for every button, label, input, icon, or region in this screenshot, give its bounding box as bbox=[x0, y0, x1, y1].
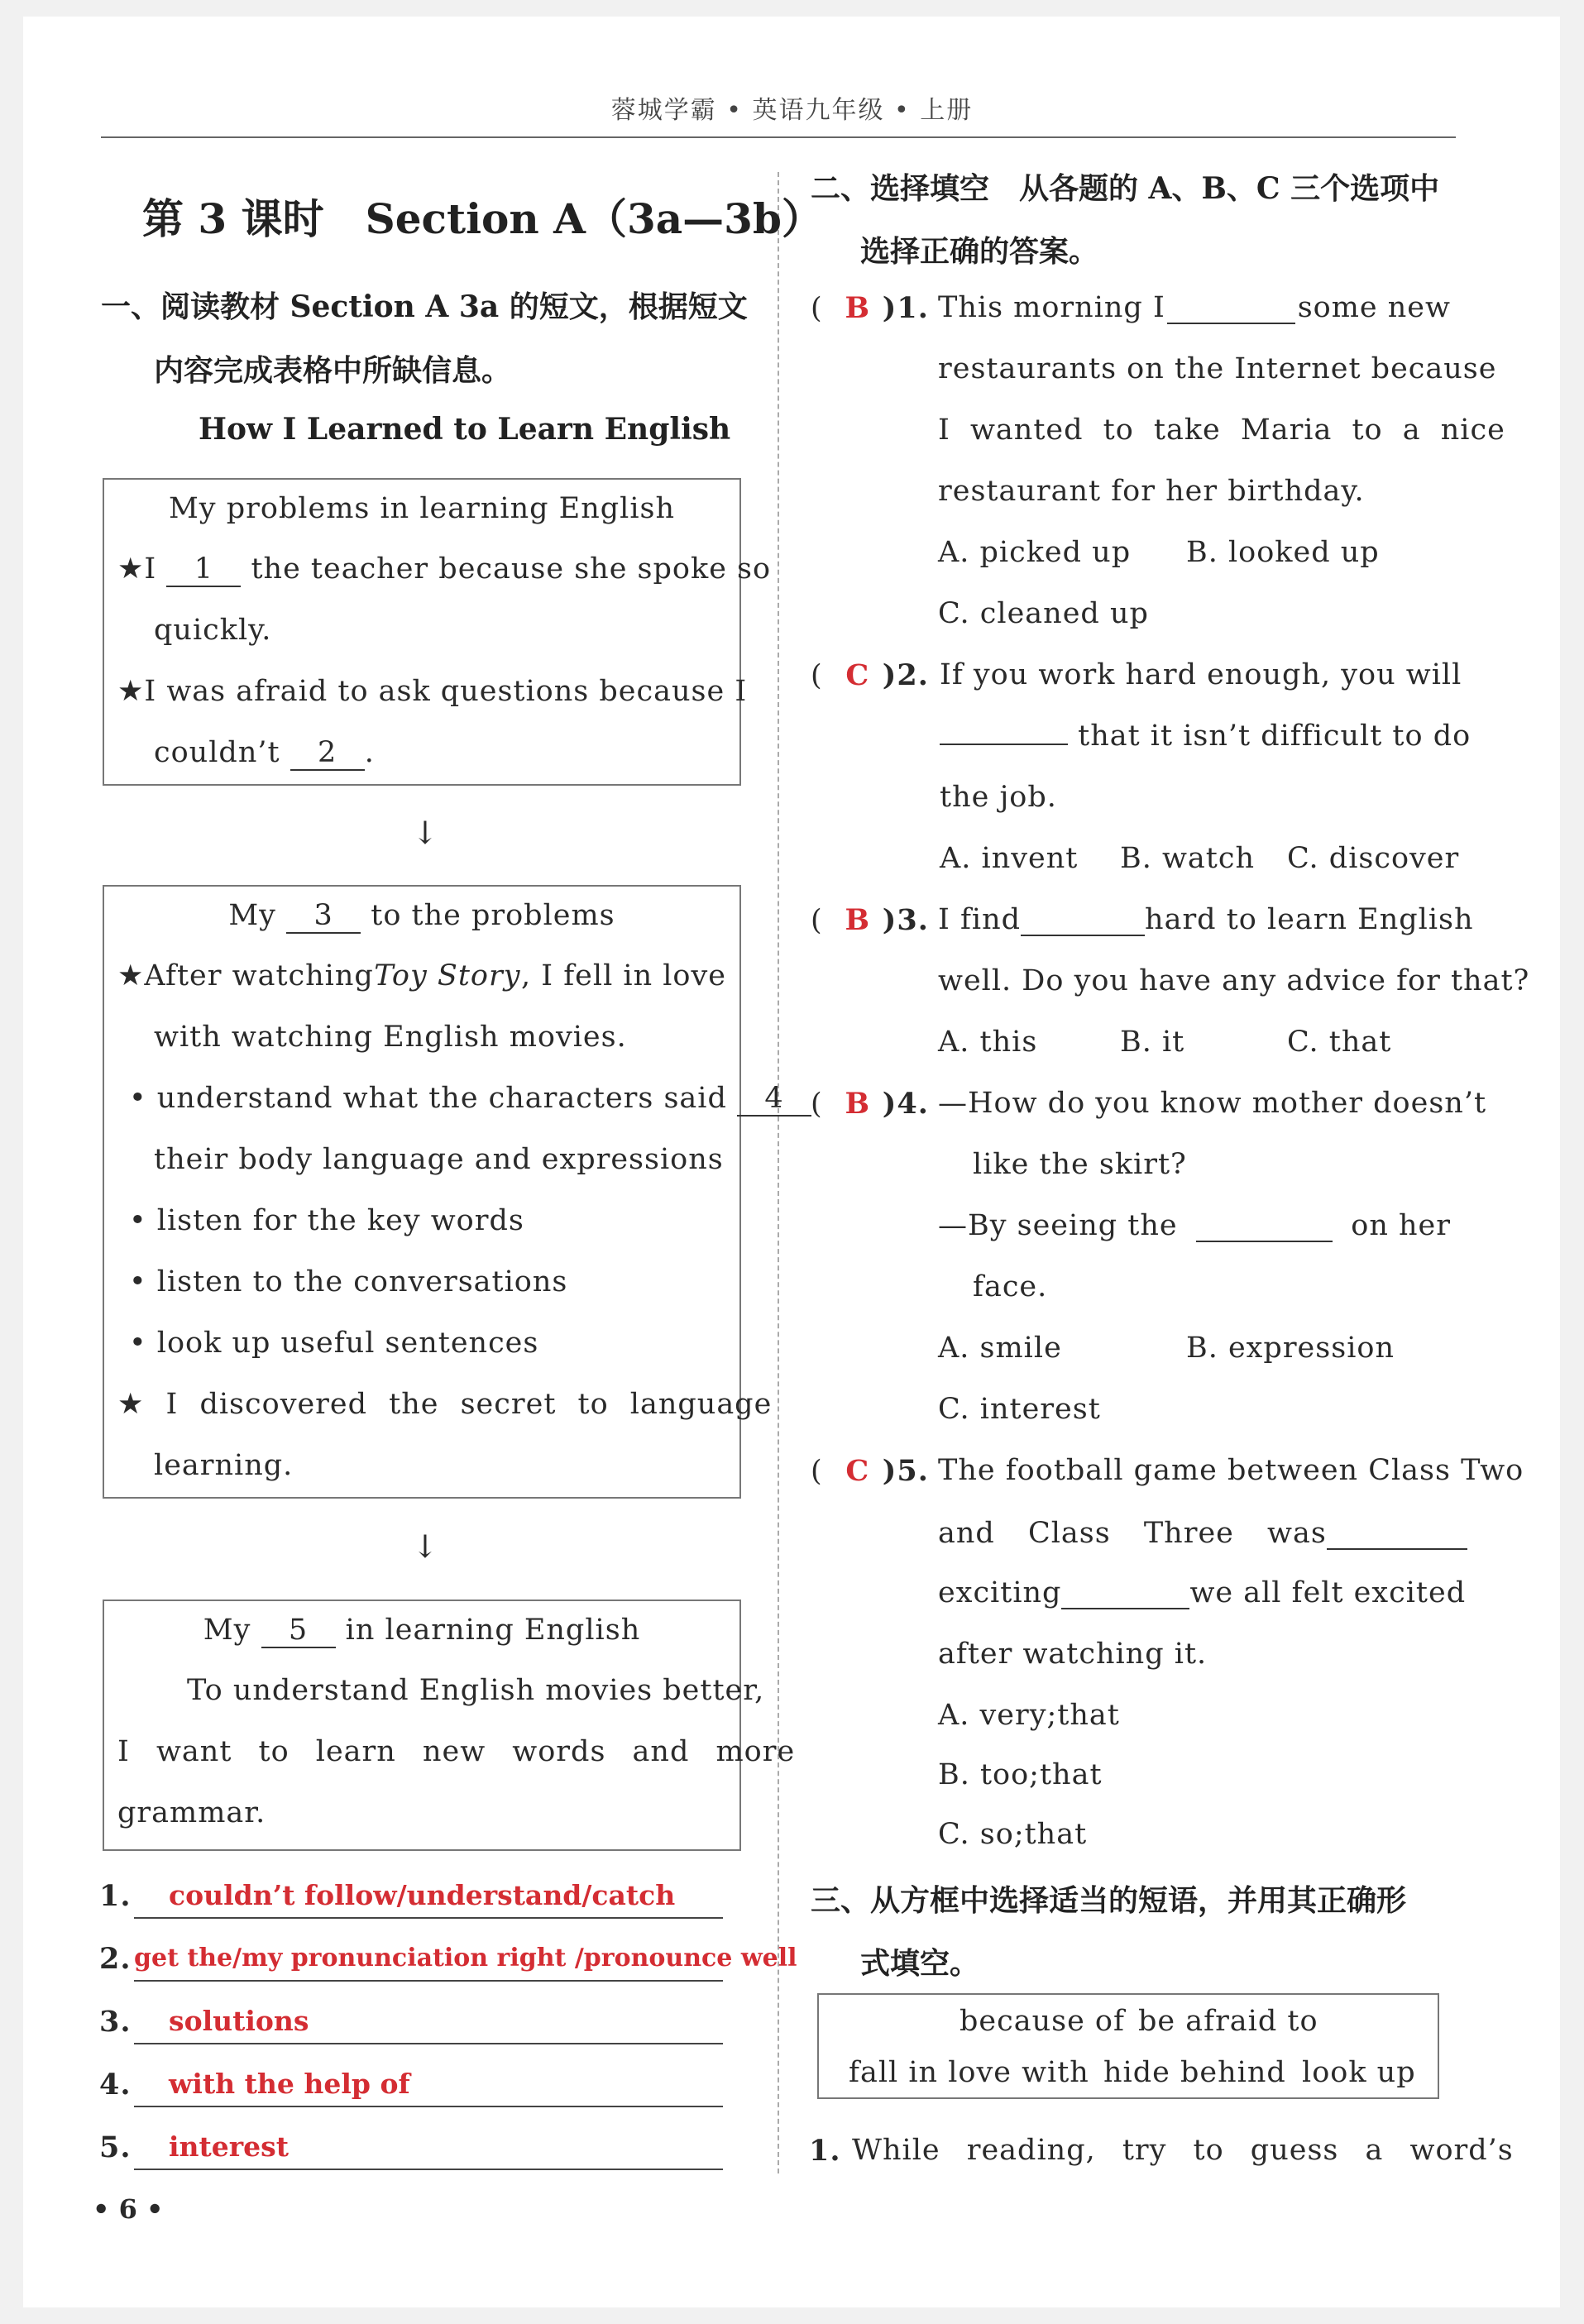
solutions-bullet2: • listen for the key words bbox=[129, 1204, 524, 1237]
solutions-bullet1: • understand what the characters said 4 bbox=[129, 1082, 811, 1117]
q4-line3: —By seeing the on her bbox=[938, 1209, 1451, 1242]
q3-blank bbox=[1021, 903, 1145, 936]
solutions-line2: with watching English movies. bbox=[154, 1021, 627, 1054]
q2-blank bbox=[940, 744, 1068, 745]
problems-line3: ★I was afraid to ask questions because I bbox=[117, 675, 748, 708]
q3-number: ( B )3. bbox=[811, 903, 929, 937]
q4-option-c[interactable]: C. interest bbox=[938, 1393, 1101, 1426]
problems-line1: ★I 1 the teacher because she spoke so bbox=[117, 552, 772, 586]
q2-line2: that it isn’t difficult to do bbox=[940, 720, 1471, 753]
q2-answer: C bbox=[845, 658, 870, 692]
blank-3: 3 bbox=[286, 899, 361, 934]
answer-5-num: 5. bbox=[99, 2130, 132, 2164]
interest-box bbox=[103, 1600, 796, 1851]
q1-number: ( B )1. bbox=[811, 291, 929, 325]
q5-blank-2 bbox=[1061, 1576, 1189, 1609]
page-number: • 6 • bbox=[93, 2193, 164, 2225]
solutions-box bbox=[103, 885, 784, 1499]
q5-line1: The football game between Class Two bbox=[938, 1454, 1524, 1487]
phrase-be-afraid-to: be afraid to bbox=[1138, 2005, 1318, 2038]
q5-option-b[interactable]: B. too;that bbox=[938, 1758, 1103, 1791]
phrase-look-up: look up bbox=[1302, 2056, 1416, 2089]
q4-option-a[interactable]: A. smile bbox=[938, 1332, 1062, 1365]
q4-answer: B bbox=[845, 1087, 871, 1121]
interest-heading: My 5 in learning English bbox=[203, 1614, 641, 1647]
q4-line2: like the skirt? bbox=[973, 1148, 1187, 1181]
header-rule bbox=[101, 136, 1456, 138]
q5-answer: C bbox=[845, 1454, 870, 1488]
part3-instruction-line1: 三、从方框中选择适当的短语，并用其正确形 bbox=[811, 1883, 1407, 1918]
blank-4: 4 bbox=[737, 1082, 811, 1117]
q5-option-c[interactable]: C. so;that bbox=[938, 1818, 1088, 1851]
q5-option-a[interactable]: A. very;that bbox=[938, 1699, 1120, 1732]
answer-3-num: 3. bbox=[99, 2005, 132, 2039]
column-divider bbox=[778, 172, 779, 2173]
answer-4-line bbox=[134, 2106, 723, 2107]
q4-line1: —How do you know mother doesn’t bbox=[938, 1087, 1487, 1120]
q1-blank bbox=[1167, 291, 1295, 324]
part1-instruction-line1: 一、阅读教材 Section A 3a 的短文，根据短文 bbox=[101, 289, 748, 324]
phrase-box bbox=[817, 1993, 1439, 2099]
answer-2: get the/my pronunciation right /pronounce well bbox=[134, 1944, 797, 1973]
answer-4-num: 4. bbox=[99, 2068, 132, 2102]
part3-instruction-line2: 式填空。 bbox=[860, 1946, 980, 1981]
q2-line3: the job. bbox=[940, 781, 1057, 814]
problems-heading: My problems in learning English bbox=[168, 492, 676, 525]
problems-box bbox=[103, 478, 772, 786]
answer-1: couldn’t follow/understand/catch bbox=[169, 1879, 676, 1911]
q2-option-c[interactable]: C. discover bbox=[1287, 842, 1460, 875]
q1-line4: restaurant for her birthday. bbox=[938, 475, 1365, 508]
solutions-bullet3: • listen to the conversations bbox=[129, 1265, 568, 1298]
q5-number: ( C )5. bbox=[811, 1454, 929, 1488]
answer-1-num: 1. bbox=[99, 1879, 132, 1913]
solutions-heading: My 3 to the problems bbox=[228, 899, 615, 932]
phrase-because-of: because of bbox=[959, 2005, 1125, 2038]
answer-2-num: 2. bbox=[99, 1942, 132, 1976]
q1-option-c[interactable]: C. cleaned up bbox=[938, 597, 1149, 630]
answer-5-line bbox=[134, 2169, 723, 2170]
arrow-down-icon: ↓ bbox=[412, 815, 438, 851]
q3-line2: well. Do you have any advice for that? bbox=[938, 964, 1530, 997]
running-header: 蓉城学霸 • 英语九年级 • 上册 bbox=[610, 96, 974, 125]
answer-3-line bbox=[134, 2043, 723, 2044]
answer-3: solutions bbox=[169, 2005, 309, 2037]
q5-line3: exciting we all felt excited bbox=[938, 1576, 1467, 1609]
answer-5: interest bbox=[169, 2130, 289, 2163]
solutions-line9: ★ I discovered the secret to language bbox=[117, 1388, 773, 1421]
q4-option-b[interactable]: B. expression bbox=[1186, 1332, 1395, 1365]
solutions-bullet1-line2: their body language and expressions bbox=[154, 1143, 724, 1176]
problems-line2: quickly. bbox=[154, 614, 272, 647]
answer-4: with the help of bbox=[169, 2068, 410, 2100]
q1-option-a[interactable]: A. picked up bbox=[938, 536, 1132, 569]
phrase-fall-in-love-with: fall in love with bbox=[849, 2056, 1089, 2089]
q1-option-b[interactable]: B. looked up bbox=[1186, 536, 1380, 569]
arrow-down-icon-2: ↓ bbox=[412, 1528, 438, 1565]
solutions-line1: ★After watching Toy Story , I fell in love bbox=[117, 959, 726, 992]
part3-q1-text: While reading, try to guess a word’s bbox=[852, 2134, 1514, 2167]
part2-instruction-line2: 选择正确的答案。 bbox=[860, 234, 1099, 269]
blank-2: 2 bbox=[290, 736, 365, 771]
q3-answer: B bbox=[845, 903, 871, 937]
answer-1-line bbox=[134, 1917, 723, 1919]
part3-q1-num: 1. bbox=[809, 2134, 841, 2168]
q5-line4: after watching it. bbox=[938, 1638, 1208, 1671]
table-title: How I Learned to Learn English bbox=[199, 412, 731, 447]
q3-option-c[interactable]: C. that bbox=[1287, 1026, 1392, 1059]
solutions-line10: learning. bbox=[154, 1449, 294, 1482]
q1-line1: This morning I some new bbox=[938, 291, 1451, 324]
q2-line1: If you work hard enough, you will bbox=[940, 658, 1462, 691]
q1-answer: B bbox=[845, 291, 871, 325]
q2-option-a[interactable]: A. invent bbox=[940, 842, 1079, 875]
q4-line4: face. bbox=[973, 1270, 1048, 1303]
q1-line3: I wanted to take Maria to a nice bbox=[938, 414, 1505, 447]
q3-option-a[interactable]: A. this bbox=[938, 1026, 1038, 1059]
lesson-title: 第 3 课时 Section A（3a—3b） bbox=[142, 194, 823, 243]
q2-option-b[interactable]: B. watch bbox=[1120, 842, 1256, 875]
problems-line4: couldn’t 2 . bbox=[154, 736, 375, 769]
q5-line2: and Class Three was bbox=[938, 1515, 1451, 1550]
phrase-hide-behind: hide behind bbox=[1103, 2056, 1286, 2089]
q3-line1: I find hard to learn English bbox=[938, 903, 1474, 936]
q3-option-b[interactable]: B. it bbox=[1120, 1026, 1185, 1059]
interest-line3: grammar. bbox=[117, 1796, 266, 1829]
blank-5: 5 bbox=[261, 1614, 336, 1648]
q4-number: ( B )4. bbox=[811, 1087, 929, 1121]
q4-blank bbox=[1196, 1209, 1333, 1242]
q5-blank-1 bbox=[1327, 1515, 1467, 1550]
part1-instruction-line2: 内容完成表格中所缺信息。 bbox=[154, 353, 512, 388]
interest-line2: I want to learn new words and more bbox=[117, 1735, 796, 1768]
interest-line1: To understand English movies better, bbox=[187, 1674, 765, 1707]
part2-instruction-line1: 二、选择填空 从各题的 A、B、C 三个选项中 bbox=[811, 171, 1440, 206]
blank-1: 1 bbox=[166, 552, 241, 587]
q2-number: ( C )2. bbox=[811, 658, 929, 692]
q1-line2: restaurants on the Internet because bbox=[938, 352, 1497, 385]
answer-2-line bbox=[134, 1980, 723, 1982]
solutions-bullet4: • look up useful sentences bbox=[129, 1327, 539, 1360]
